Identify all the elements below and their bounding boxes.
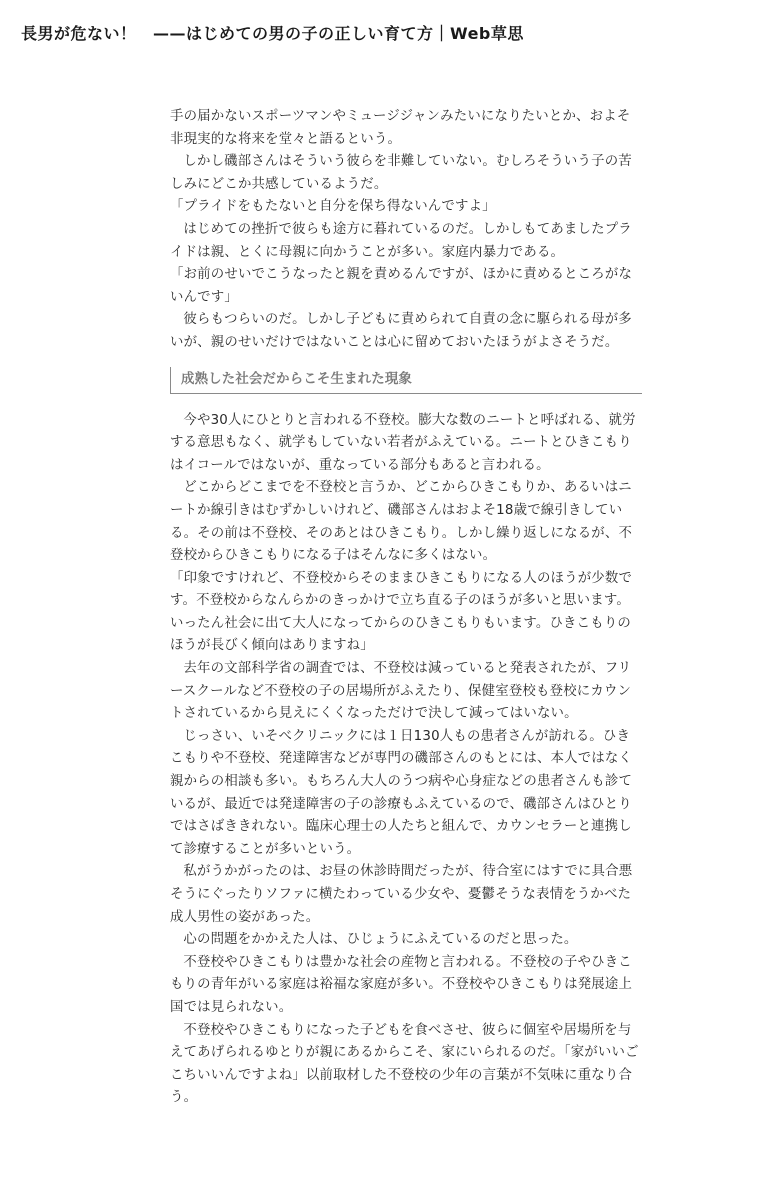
- article-section-1: [170, 106, 642, 355]
- quote-paragraph: 「印象ですけれど、不登校からそのままひきこもりになる人のほうが少数です。不登校からなんらかのきっかけで立ち直る子のほうが多いと思います。いったん社会に出て大人になってからのひきこもりもいます。ひきこもりのほうが長びく傾向はありますね」: [170, 570, 633, 654]
- paragraph: 私がうかがったのは、お昼の休診時間だったが、待合室にはすでに具合悪そうにぐったりソファに横たわっている少女や、憂鬱そうな表情をうかべた成人男性の姿があった。: [170, 864, 633, 925]
- paragraph: 不登校やひきこもりは豊かな社会の産物と言われる。不登校の子やひきこもりの青年がいる家庭は裕福な家庭が多い。不登校やひきこもりは発展途上国では見られない。: [170, 954, 633, 1015]
- paragraph: 心の問題をかかえた人は、ひじょうにふえているのだと思った。: [183, 932, 578, 948]
- quote-paragraph: 「プライドをもたないと自分を保ち得ないんですよ」: [170, 199, 496, 215]
- article-section-2: [170, 410, 642, 1110]
- paragraph: どこからどこまでを不登校と言うか、どこからひきこもりか、あるいはニートか線引きはむずかしいけれど、磯部さんはおよそ18歳で線引きしている。その前は不登校、そのあとはひきこもり。しかし繰り返しになるが、不登校からひきこもりになる子はそんなに多くはない。: [170, 480, 633, 564]
- article-body: [170, 106, 642, 1110]
- paragraph: 不登校やひきこもりになった子どもを食べさせ、彼らに個室や居場所を与えてあげられるゆとりが親にあるからこそ、家にいられるのだ。「家がいいごこちいいんですよね」以前取材した不登校の少年の言葉が不気味に重なり合う。: [170, 1022, 639, 1106]
- section-heading: 成熟した社会だからこそ生まれた現象: [170, 367, 642, 394]
- paragraph: じっさい、いそべクリニックには１日130人もの患者さんが訪れる。ひきこもりや不登校、発達障害などが専門の磯部さんのもとには、本人ではなく親からの相談も多い。もちろん大人のうつ病や心身症などの患者さんも診ているが、最近では発達障害の子の診療もふえているので、磯部さんはひとりではさばききれない。臨床心理士の人たちと組んで、カウンセラーと連携して診療することが多いという。: [170, 728, 633, 857]
- paragraph: はじめての挫折で彼らも途方に暮れているのだ。しかしもてあましたプライドは親、とくに母親に向かうことが多い。家庭内暴力である。: [170, 221, 632, 260]
- paragraph: 今や30人にひとりと言われる不登校。膨大な数のニートと呼ばれる、就労する意思もなく、就学もしていない若者がふえている。ニートとひきこもりはイコールではないが、重なっている部分もあると言われる。: [170, 412, 636, 473]
- paragraph: しかし磯部さんはそういう彼らを非難していない。むしろそういう子の苦しみにどこか共感しているようだ。: [170, 154, 632, 192]
- paragraph: 彼らもつらいのだ。しかし子どもに責められて自責の念に駆られる母が多いが、親のせいだけではないことは心に留めておいたほうがよさそうだ。: [170, 312, 632, 350]
- paragraph: 手の届かないスポーツマンやミュージジャンみたいになりたいとか、およそ非現実的な将来を堂々と語るという。: [170, 109, 631, 147]
- page-header-title: 長男が危ない！ ——はじめての男の子の正しい育て方｜Web草思: [21, 24, 524, 43]
- quote-paragraph: 「お前のせいでこうなったと親を責めるんですが、ほかに責めるところがないんです」: [170, 267, 633, 305]
- paragraph: 去年の文部科学省の調査では、不登校は減っていると発表されたが、フリースクールなど不登校の子の居場所がふえたり、保健室登校も登校にカウントされているから見えにくくなっただけで決して減ってはいない。: [170, 661, 632, 722]
